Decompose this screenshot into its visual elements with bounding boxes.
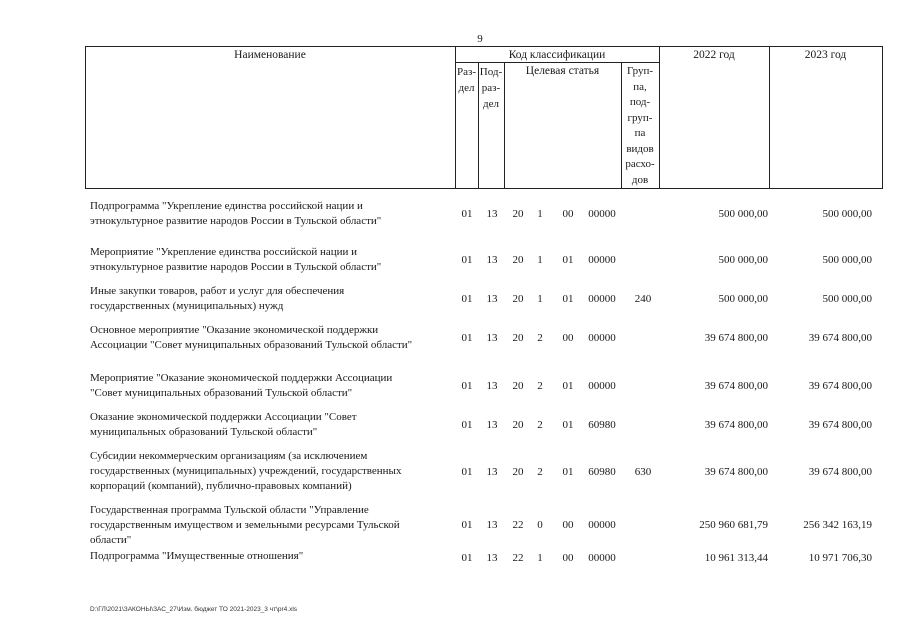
header-2022: 2022 год: [693, 49, 735, 61]
cell-vr: 240: [634, 293, 652, 305]
header-podrazdel-line: дел: [483, 98, 499, 110]
cell-razdel: 01: [461, 552, 473, 564]
header-podrazdel: [478, 64, 504, 112]
cell-2023: 39 674 800,00: [808, 380, 872, 392]
cell-2022: 500 000,00: [718, 293, 768, 305]
cell-target-program: 20: [512, 208, 524, 220]
row-name-line: этнокультурное развитие народов России в Тульской области": [90, 215, 382, 227]
cell-razdel: 01: [461, 254, 473, 266]
cell-target-direction: 00000: [588, 293, 616, 305]
cell-target-subprogram: 2: [537, 466, 543, 478]
cell-podrazdel: 13: [486, 208, 498, 220]
header-top-border: [85, 46, 882, 47]
header-code: Код классификации: [508, 49, 606, 61]
cell-target-event: 01: [562, 254, 574, 266]
cell-target-direction: 00000: [588, 208, 616, 220]
cell-target-program: 20: [512, 380, 524, 392]
header-group-line: расхо-: [625, 158, 655, 170]
cell-2023: 39 674 800,00: [808, 419, 872, 431]
border-left: [85, 46, 86, 189]
cell-target-event: 00: [562, 519, 574, 531]
header-razdel-line: дел: [458, 82, 475, 94]
header-target: Целевая статья: [525, 65, 600, 77]
cell-target-program: 20: [512, 254, 524, 266]
cell-2022: 500 000,00: [718, 208, 768, 220]
row-name-line: государственных (муниципальных) нужд: [90, 300, 284, 312]
row-name-line: Государственная программа Тульской области "Управление: [90, 504, 369, 516]
cell-2022: 39 674 800,00: [704, 466, 768, 478]
row-name-line: Субсидии некоммерческим организациям (за исключением: [90, 450, 368, 462]
border-podrazdel: [504, 62, 505, 189]
cell-2022: 39 674 800,00: [704, 380, 768, 392]
border-right: [882, 46, 883, 189]
cell-razdel: 01: [461, 519, 473, 531]
cell-target-subprogram: 0: [537, 519, 543, 531]
header-group-line: па,: [633, 80, 647, 93]
cell-target-subprogram: 1: [537, 293, 543, 305]
row-name-line: корпораций (компаний), публично-правовых компаний): [90, 480, 352, 492]
cell-target-subprogram: 1: [537, 552, 543, 564]
header-group-line: видов: [626, 142, 654, 155]
header-razdel-line: Раз-: [456, 66, 476, 78]
cell-target-program: 20: [512, 332, 524, 344]
row-name-line: Основное мероприятие "Оказание экономической поддержки: [90, 324, 379, 336]
cell-2022: 250 960 681,79: [699, 519, 768, 531]
page-number: 9: [477, 33, 483, 45]
cell-podrazdel: 13: [486, 332, 498, 344]
cell-2023: 39 674 800,00: [808, 332, 872, 344]
cell-2023: 500 000,00: [822, 254, 872, 266]
cell-vr: 630: [634, 466, 652, 478]
row-name: [90, 449, 452, 494]
cell-target-event: 01: [562, 419, 574, 431]
header-group-line: дов: [631, 173, 649, 186]
cell-2023: 39 674 800,00: [808, 466, 872, 478]
row-name-line: Подпрограмма "Укрепление единства российской нации и: [90, 200, 363, 212]
code-subheader-border: [455, 62, 659, 63]
cell-target-subprogram: 1: [537, 254, 543, 266]
cell-target-program: 20: [512, 466, 524, 478]
cell-2023: 500 000,00: [822, 293, 872, 305]
row-name-line: Оказание экономической поддержки Ассоциации "Совет: [90, 411, 357, 423]
row-name: [90, 284, 452, 314]
header-group-line: па: [634, 127, 646, 139]
cell-target-event: 01: [562, 466, 574, 478]
cell-target-program: 22: [512, 519, 524, 531]
row-name: [90, 410, 452, 440]
cell-target-direction: 00000: [588, 552, 616, 564]
header-group-line: Груп-: [626, 65, 654, 77]
cell-podrazdel: 13: [486, 419, 498, 431]
cell-2022: 10 961 313,44: [704, 552, 768, 564]
row-name-line: Мероприятие "Укрепление единства российской нации и: [90, 246, 358, 258]
cell-podrazdel: 13: [486, 254, 498, 266]
cell-target-event: 00: [562, 552, 574, 564]
row-name-line: области": [90, 534, 132, 546]
row-name-line: государственных (муниципальных) учреждений, государственных: [90, 465, 402, 477]
cell-podrazdel: 13: [486, 380, 498, 392]
cell-target-direction: 60980: [588, 419, 616, 431]
border-2022-2023: [769, 46, 770, 189]
cell-target-program: 22: [512, 552, 524, 564]
header-razdel: [455, 64, 478, 96]
cell-podrazdel: 13: [486, 293, 498, 305]
cell-target-event: 01: [562, 380, 574, 392]
cell-target-subprogram: 1: [537, 208, 543, 220]
cell-2022: 500 000,00: [718, 254, 768, 266]
cell-2022: 39 674 800,00: [704, 332, 768, 344]
cell-razdel: 01: [461, 332, 473, 344]
cell-target-event: 00: [562, 208, 574, 220]
cell-target-program: 20: [512, 419, 524, 431]
row-name: [90, 199, 452, 229]
cell-podrazdel: 13: [486, 552, 498, 564]
row-name: [90, 549, 452, 564]
header-podrazdel-line: раз-: [481, 82, 501, 94]
header-name: Наименование: [234, 49, 306, 61]
cell-target-event: 01: [562, 293, 574, 305]
header-group-line: под-: [629, 96, 651, 108]
cell-2022: 39 674 800,00: [704, 419, 768, 431]
row-name: [90, 245, 452, 275]
cell-2023: 500 000,00: [822, 208, 872, 220]
cell-target-subprogram: 2: [537, 419, 543, 431]
row-name: [90, 323, 462, 353]
row-name-line: муниципальных образований Тульской области": [90, 426, 318, 438]
cell-target-direction: 60980: [588, 466, 616, 478]
row-name-line: Мероприятие "Оказание экономической поддержки Ассоциации: [90, 372, 393, 384]
row-name-line: Подпрограмма "Имущественные отношения": [90, 550, 304, 562]
cell-target-direction: 00000: [588, 254, 616, 266]
cell-target-direction: 00000: [588, 380, 616, 392]
row-name: [90, 371, 452, 401]
cell-target-subprogram: 2: [537, 332, 543, 344]
cell-target-direction: 00000: [588, 332, 616, 344]
cell-2023: 256 342 163,19: [803, 519, 872, 531]
row-name-line: Ассоциации "Совет муниципальных образований Тульской области": [90, 339, 413, 351]
cell-target-event: 00: [562, 332, 574, 344]
header-bottom-border: [85, 188, 882, 189]
header-group: [621, 64, 659, 188]
row-name-line: государственным имуществом и земельными ресурсами Тульской: [90, 519, 400, 531]
cell-razdel: 01: [461, 380, 473, 392]
header-podrazdel-line: Под-: [479, 66, 503, 78]
file-path-footer: D:\ГЛ\2021\ЗАКОНЫ\ЗАС_27\Изм. бюджет ТО 2021-2023_3 чт\pr4.xls: [90, 606, 298, 613]
row-name-line: этнокультурное развитие народов России в Тульской области": [90, 261, 382, 273]
cell-target-direction: 00000: [588, 519, 616, 531]
row-name-line: Иные закупки товаров, работ и услуг для обеспечения: [90, 285, 345, 297]
row-name: [90, 503, 452, 548]
cell-target-subprogram: 2: [537, 380, 543, 392]
border-code-2022: [659, 46, 660, 189]
cell-2023: 10 971 706,30: [808, 552, 872, 564]
cell-podrazdel: 13: [486, 466, 498, 478]
cell-razdel: 01: [461, 293, 473, 305]
header-group-line: груп-: [627, 111, 653, 124]
cell-razdel: 01: [461, 208, 473, 220]
row-name-line: "Совет муниципальных образований Тульской области": [90, 387, 353, 399]
cell-target-program: 20: [512, 293, 524, 305]
table-header: [85, 46, 882, 189]
cell-razdel: 01: [461, 419, 473, 431]
cell-podrazdel: 13: [486, 519, 498, 531]
cell-razdel: 01: [461, 466, 473, 478]
header-2023: 2023 год: [804, 49, 847, 61]
